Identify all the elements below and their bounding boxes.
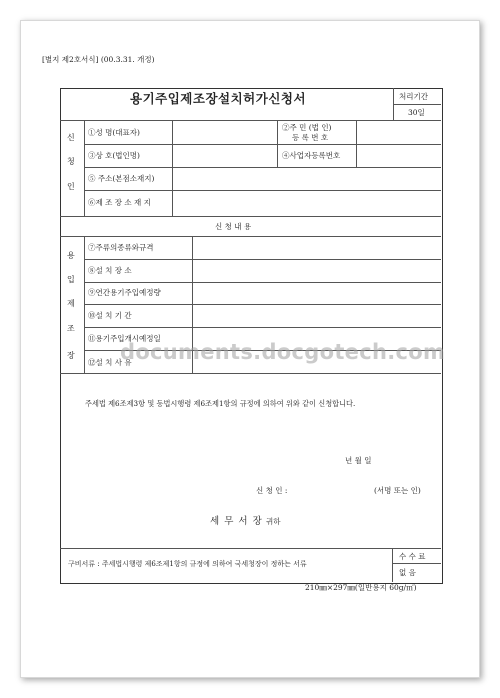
factory-location-label: ⑥제 조 장 소 재 지 (88, 198, 151, 207)
name-label: ①성 명(대표자) (88, 128, 140, 137)
divider (60, 236, 441, 237)
watermark: documents.docgotech.com (120, 340, 446, 364)
trade-name-label: ③상 호(법인명) (88, 151, 140, 160)
request-section-char: 용 (67, 251, 75, 260)
divider (84, 259, 441, 260)
divider (84, 282, 441, 283)
start-date-label: ⑪용기주입개시예정일 (88, 334, 161, 343)
processing-period-label: 처리기간 (399, 92, 428, 101)
install-reason-label: ⑫설 치 사 유 (88, 358, 132, 367)
divider (84, 327, 441, 328)
install-location-label: ⑧설 치 장 소 (88, 266, 132, 275)
divider (84, 190, 441, 191)
resident-number-label: ②주 민 (법 인) (282, 123, 332, 132)
form-number-note: [별지 제2호서식] (00.3.31. 개정) (42, 55, 155, 64)
divider (172, 120, 173, 216)
divider (84, 167, 441, 168)
divider (392, 563, 441, 564)
resident-number-label-line2: 등 록 번 호 (292, 133, 329, 142)
paper-spec: 210㎜×297㎜(일반용지 60g/㎡) (305, 583, 417, 592)
applicant-section-char: 신 (67, 133, 75, 142)
fee-label: 수 수 료 (399, 552, 426, 561)
declaration-text: 주세법 제6조제3항 및 동법시행령 제6조제1항의 규정에 의하여 위와 같이 신청합니다. (85, 399, 356, 408)
signature-note: (서명 또는 인) (374, 486, 421, 495)
recipient-office: 세 무 서 장 (210, 516, 263, 527)
address-label: ⑤ 주소(본점소재지) (88, 174, 155, 183)
processing-period-value: 30일 (408, 108, 425, 117)
applicant-section-char: 인 (67, 182, 75, 191)
divider (60, 120, 441, 121)
divider (84, 304, 441, 305)
request-section-header: 신 청 내 용 (215, 222, 252, 231)
divider (84, 144, 441, 145)
divider (60, 373, 441, 374)
date-line: 년 월 일 (345, 456, 372, 465)
annual-quantity-label: ⑨연간용기주입예정량 (88, 288, 161, 297)
divider (60, 548, 441, 549)
recipient-suffix: 귀하 (266, 517, 281, 526)
request-section-char: 입 (67, 275, 75, 284)
request-section-char: 장 (67, 351, 75, 360)
attachments-text: 구비서류 : 주세법시행령 제6조제1항의 규정에 의하여 국세청장이 정하는 서류 (68, 560, 307, 568)
form-title: 용기주입제조장설치허가신청서 (130, 91, 307, 106)
request-section-char: 조 (67, 324, 75, 333)
divider (393, 104, 441, 105)
applicant-signature-label: 신 청 인 : (256, 486, 288, 495)
fee-value: 없 음 (399, 568, 416, 577)
divider (392, 548, 393, 582)
divider (84, 120, 85, 216)
liquor-type-label: ⑦주류의종류와규격 (88, 243, 154, 252)
install-period-label: ⑩설 치 기 간 (88, 311, 132, 320)
request-section-char: 제 (67, 299, 75, 308)
divider (60, 216, 441, 217)
business-number-label: ④사업자등록번호 (282, 151, 341, 160)
applicant-section-char: 청 (67, 157, 75, 166)
